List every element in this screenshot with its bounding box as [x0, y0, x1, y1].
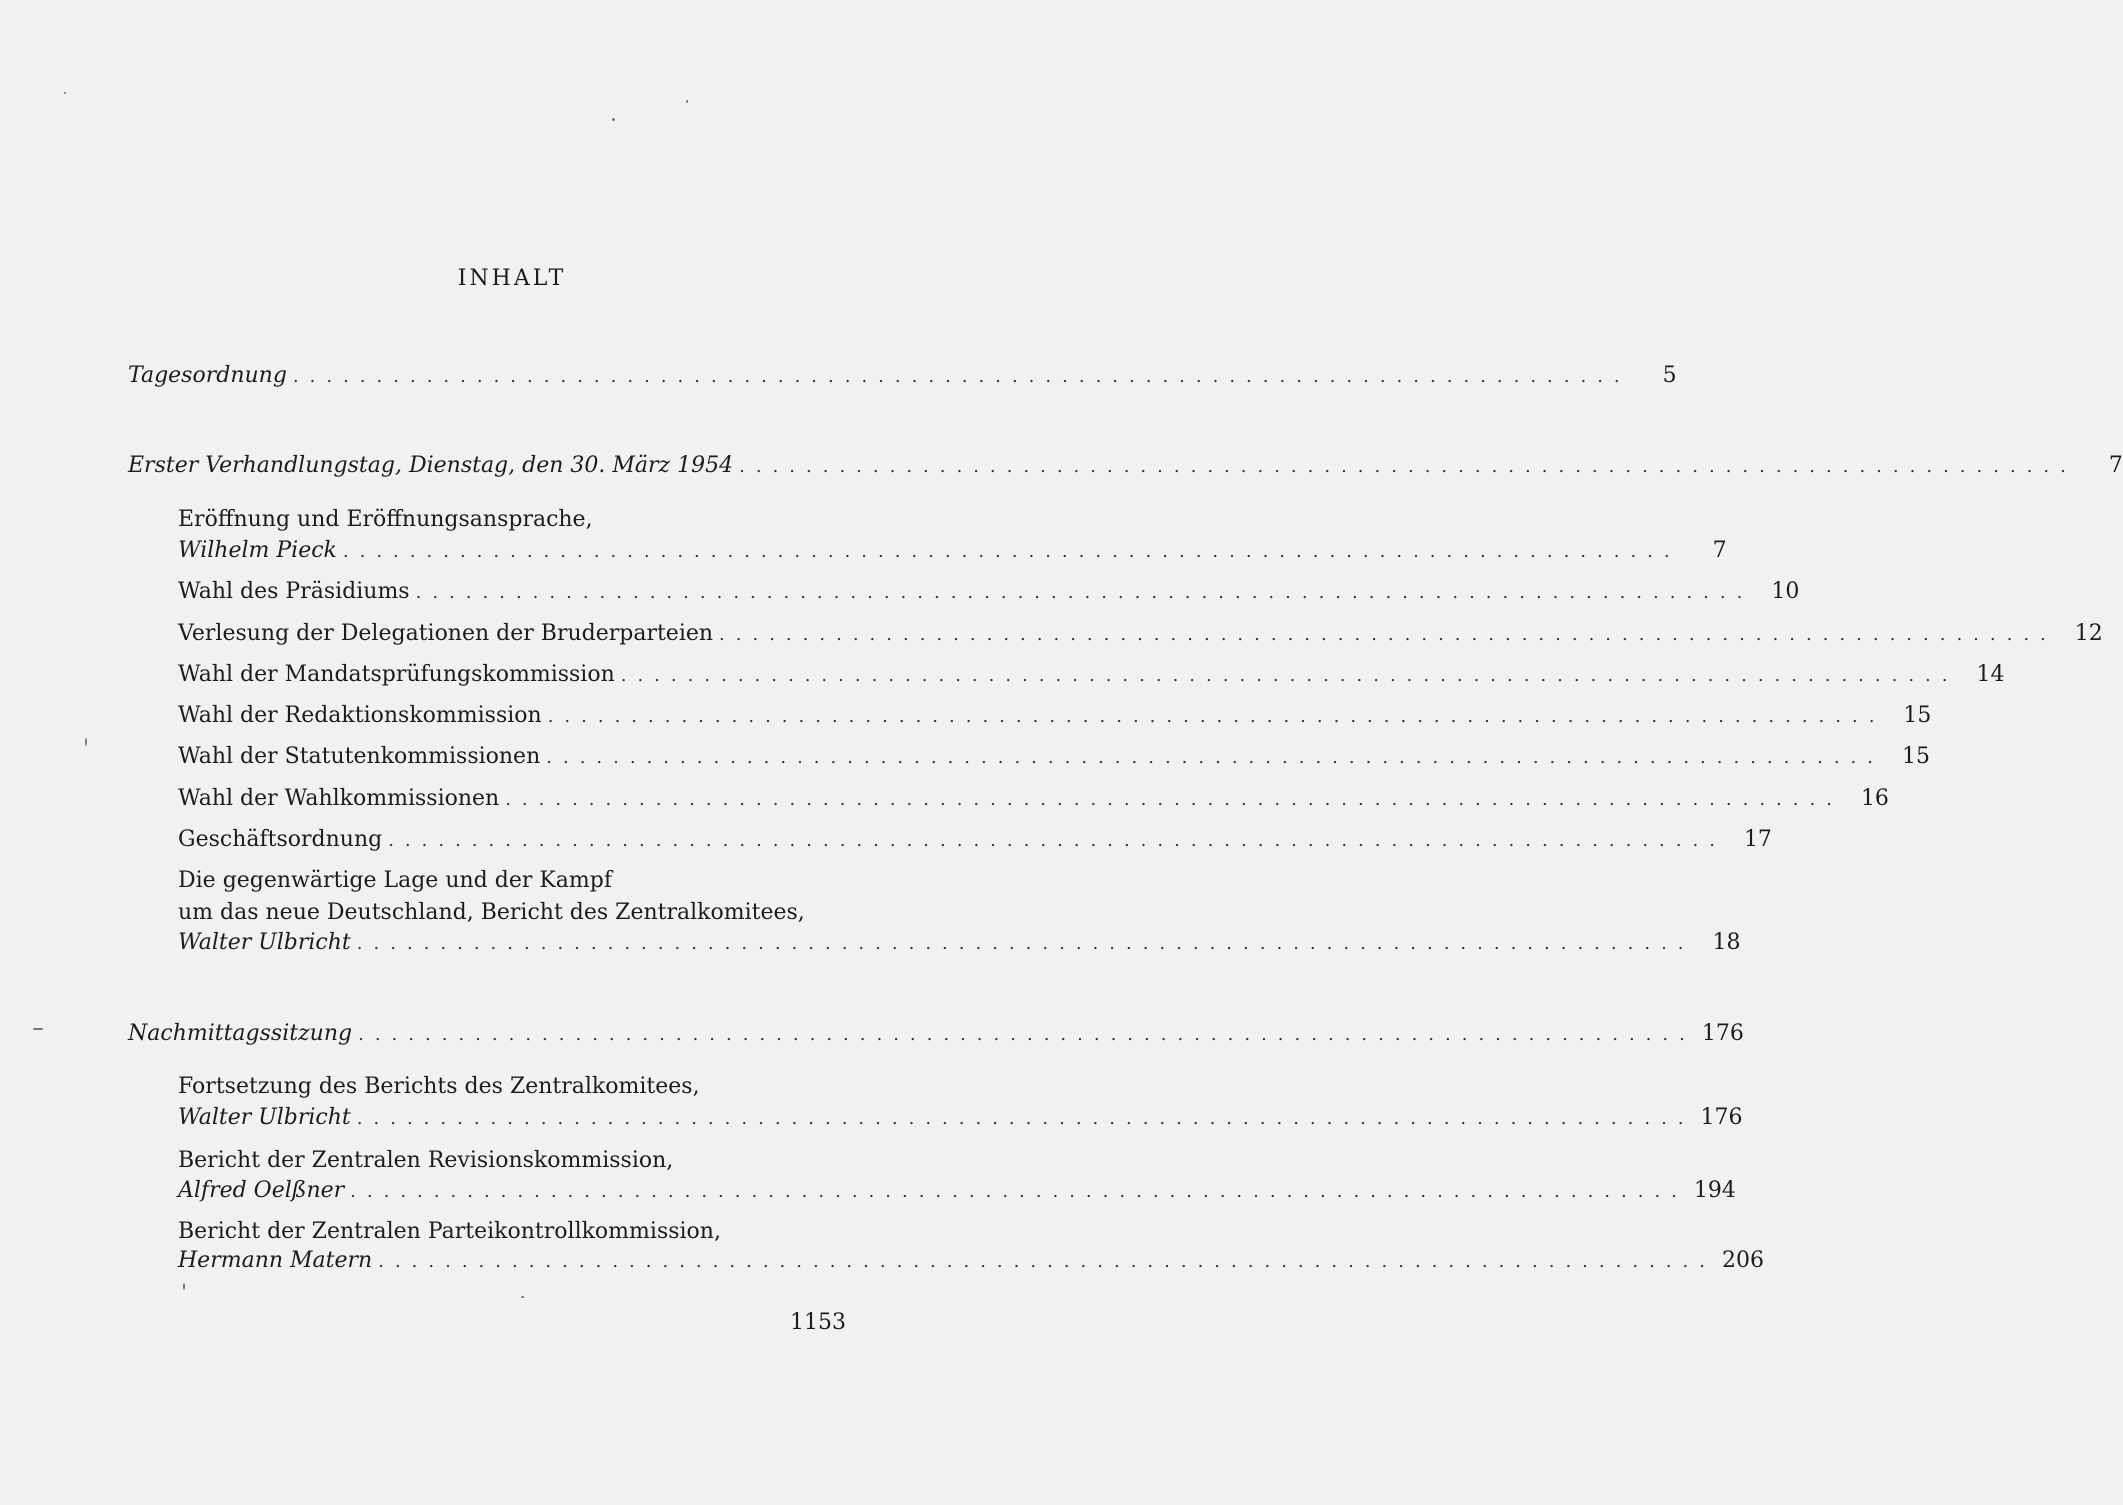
toc-entry-geschaeftsordnung[interactable] [178, 826, 1772, 855]
leader-dots: ................................................................................ [356, 1108, 1695, 1129]
leader-dots: ................................................................................ [388, 830, 1726, 851]
toc-entry-eroeffnung[interactable] [178, 537, 1727, 566]
toc-page-number: 18 [1712, 930, 1741, 955]
toc-entry-speaker: Walter Ulbricht [178, 930, 351, 955]
toc-entry-wahlkommissionen[interactable] [178, 785, 1889, 814]
toc-page-number: 176 [1701, 1021, 1744, 1046]
leader-dots: ................................................................................ [546, 747, 1884, 768]
toc-entry-title-line: Bericht der Zentralen Parteikontrollkommission, [178, 1219, 721, 1244]
scan-speck [686, 100, 688, 103]
toc-entry-speaker: Walter Ulbricht [178, 1105, 351, 1130]
toc-entry-redaktion[interactable] [178, 702, 1932, 731]
scan-speck [33, 1028, 43, 1030]
toc-page-number: 15 [1901, 744, 1930, 769]
toc-entry-verlesung[interactable] [178, 620, 2103, 649]
toc-page-number: 12 [2074, 621, 2103, 646]
scan-speck [85, 738, 87, 746]
toc-entry-speaker: Alfred Oelßner [178, 1178, 345, 1203]
toc-entry-mandatspruefung[interactable] [178, 661, 2005, 690]
leader-dots: ................................................................................ [378, 1251, 1716, 1272]
toc-entry-fortsetzung[interactable] [178, 1104, 1743, 1133]
toc-page-number: 206 [1721, 1248, 1764, 1273]
leader-dots: ................................................................................ [620, 665, 1959, 686]
toc-entry-lage[interactable] [178, 929, 1741, 958]
scan-speck [612, 118, 615, 121]
toc-entry-praesidium[interactable] [178, 578, 1800, 607]
toc-section-erster-verhandlungstag[interactable] [128, 452, 2123, 481]
page-title: INHALT [457, 266, 567, 291]
toc-page-number: 176 [1700, 1105, 1743, 1130]
leader-dots: ................................................................................ [547, 706, 1886, 727]
leader-dots: ................................................................................ [358, 1024, 1696, 1045]
leader-dots: ................................................................................ [505, 789, 1843, 810]
toc-entry-label: Wahl des Präsidiums [178, 579, 410, 604]
toc-entry-title-line: Eröffnung und Eröffnungsansprache, [178, 507, 593, 532]
leader-dots: ................................................................................ [415, 582, 1754, 603]
toc-entry-label: Erster Verhandlungstag, Dienstag, den 30. März 1954 [128, 453, 734, 478]
toc-entry-speaker: Hermann Matern [178, 1248, 373, 1273]
toc-page-number: 17 [1743, 827, 1772, 852]
leader-dots: ................................................................................ [350, 1181, 1688, 1202]
toc-page-number: 7 [2108, 453, 2123, 478]
toc-page-number: 5 [1662, 363, 1677, 388]
toc-entry-speaker: Wilhelm Pieck [178, 538, 337, 563]
toc-page-number: 194 [1693, 1178, 1736, 1203]
leader-dots: ................................................................................ [719, 624, 2057, 645]
toc-entry-label: Wahl der Statutenkommissionen [178, 744, 541, 769]
toc-entry-label: Wahl der Mandatsprüfungskommission [178, 662, 615, 687]
toc-entry-title-line: Fortsetzung des Berichts des Zentralkomitees, [178, 1074, 700, 1099]
toc-entry-statuten[interactable] [178, 743, 1930, 772]
toc-entry-revision[interactable] [178, 1177, 1736, 1206]
toc-page-number: 14 [1976, 662, 2005, 687]
toc-entry-label: Wahl der Redaktionskommission [178, 703, 542, 728]
toc-entry-kontroll[interactable] [178, 1247, 1764, 1276]
toc-entry-title-line: Die gegenwärtige Lage und der Kampf [178, 868, 612, 893]
toc-page-number: 16 [1860, 786, 1889, 811]
leader-dots: ................................................................................ [292, 366, 1631, 387]
scan-speck [521, 1296, 524, 1298]
toc-entry-title-line: um das neue Deutschland, Bericht des Zentralkomitees, [178, 900, 805, 925]
toc-page-number: 15 [1903, 703, 1932, 728]
leader-dots: ................................................................................ [342, 541, 1681, 562]
toc-page-number: 7 [1712, 538, 1727, 563]
toc-entry-label: Tagesordnung [128, 363, 287, 388]
leader-dots: ................................................................................ [356, 933, 1695, 954]
toc-entry-label: Wahl der Wahlkommissionen [178, 786, 500, 811]
scan-speck [64, 92, 66, 94]
toc-entry-label: Geschäftsordnung [178, 827, 383, 852]
leader-dots: ................................................................................ [739, 456, 2077, 477]
scan-speck [183, 1283, 185, 1290]
toc-section-nachmittagssitzung[interactable] [128, 1020, 1744, 1049]
toc-entry-title-line: Bericht der Zentralen Revisionskommission, [178, 1148, 674, 1173]
toc-entry-label: Nachmittagssitzung [128, 1021, 353, 1046]
toc-entry-tagesordnung[interactable] [128, 362, 1677, 391]
page-folio-number: 1153 [790, 1310, 846, 1335]
toc-page-number: 10 [1771, 579, 1800, 604]
toc-entry-label: Verlesung der Delegationen der Bruderparteien [178, 621, 714, 646]
